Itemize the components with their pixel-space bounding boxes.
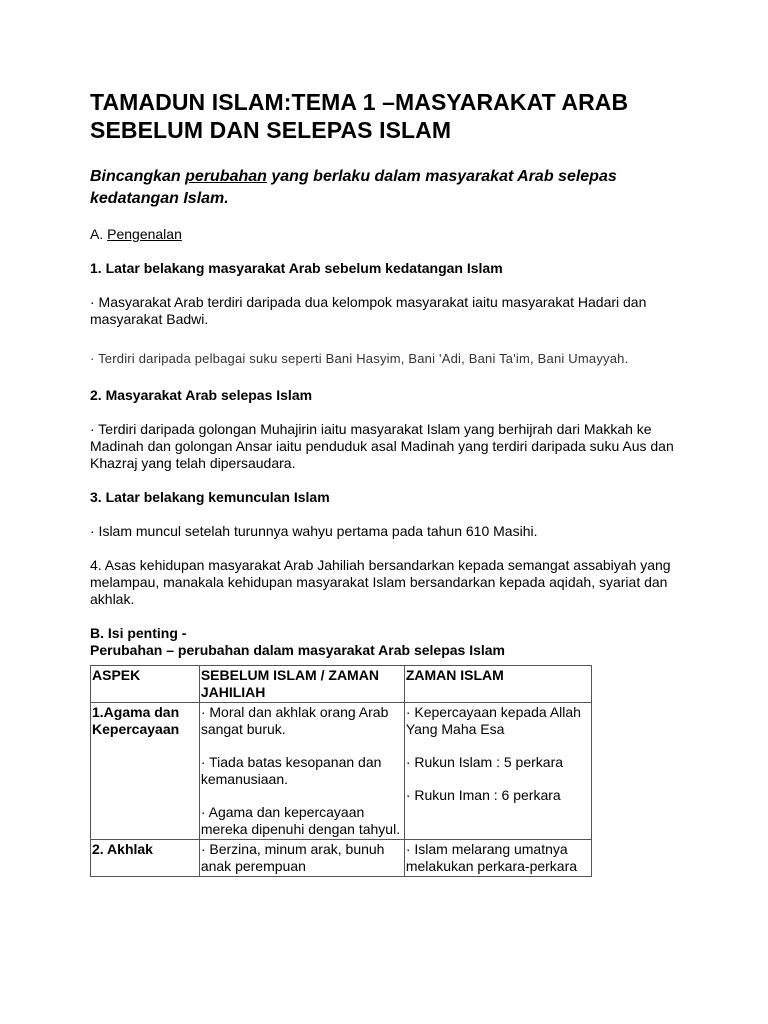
section-a-heading (90, 226, 680, 243)
section-a-prefix: A. (90, 226, 108, 242)
header-sebelum-islam: SEBELUM ISLAM / ZAMAN JAHILIAH (199, 666, 404, 703)
row-2-sebelum-item: · Berzina, minum arak, bunuh anak perempuan (200, 841, 385, 874)
essay-question (90, 166, 680, 210)
question-underlined-word: perubahan (185, 168, 267, 185)
row-1-sebelum-item: · Tiada batas kesopanan dan kemanusiaan. (200, 754, 382, 787)
question-text-after: yang berlaku dalam masyarakat Arab selepas kedatangan Islam. (90, 168, 617, 207)
question-text-before: Bincangkan (90, 168, 186, 185)
section-b-subheading: Perubahan – perubahan dalam masyarakat Arab selepas Islam (90, 642, 506, 658)
section-2-heading: 2. Masyarakat Arab selepas Islam (90, 387, 313, 403)
row-1-islam (404, 703, 591, 840)
row-2-islam (404, 840, 591, 877)
section-1-paragraph-1: · Masyarakat Arab terdiri daripada dua kelompok masyarakat iaitu masyarakat Hadari dan masyarakat Badwi. (90, 294, 647, 327)
row-2-sebelum (199, 840, 404, 877)
section-a-label: Pengenalan (107, 226, 182, 242)
section-3-heading: 3. Latar belakang kemunculan Islam (90, 489, 330, 505)
header-zaman-islam: ZAMAN ISLAM (404, 666, 591, 703)
section-1-paragraph-2: · Terdiri daripada pelbagai suku seperti Bani Hasyim, Bani 'Adi, Bani Ta'im, Bani Umayyah. (90, 351, 629, 366)
section-4-paragraph: 4. Asas kehidupan masyarakat Arab Jahiliah bersandarkan kepada semangat assabiyah yang melampau, manakala kehidupan masyarakat Islam bersandarkan kepada aqidah, syariat dan akhlak. (90, 557, 671, 607)
row-1-islam-item: · Rukun Islam : 5 perkara (405, 754, 564, 770)
row-2-islam-item: · Islam melarang umatnya melakukan perkara-perkara (405, 841, 578, 874)
row-1-islam-item: · Rukun Iman : 6 perkara (405, 787, 561, 803)
section-3-paragraph-1: · Islam muncul setelah turunnya wahyu pertama pada tahun 610 Masihi. (90, 523, 538, 539)
comparison-table (90, 665, 592, 877)
table-row (91, 703, 592, 840)
section-b-heading: B. Isi penting - (90, 625, 187, 641)
document-page (90, 88, 680, 877)
header-aspek: ASPEK (91, 666, 200, 703)
table-header-row (91, 666, 592, 703)
row-1-sebelum (199, 703, 404, 840)
row-1-sebelum-item: · Moral dan akhlak orang Arab sangat buruk. (200, 704, 389, 737)
section-2-paragraph-1: · Terdiri daripada golongan Muhajirin iaitu masyarakat Islam yang berhijrah dari Makkah ke Madinah dan golongan Ansar iaitu penduduk asal Madinah yang terdiri daripada suku Aus dan Khazraj yang telah dipersaudara. (90, 421, 674, 471)
row-1-aspek: 1.Agama dan Kepercayaan (91, 703, 200, 840)
row-2-aspek: 2. Akhlak (91, 840, 200, 877)
row-1-islam-item: · Kepercayaan kepada Allah Yang Maha Esa (405, 704, 581, 737)
table-row (91, 840, 592, 877)
row-1-sebelum-item: · Agama dan kepercayaan mereka dipenuhi dengan tahyul. (200, 804, 401, 837)
document-title: TAMADUN ISLAM:TEMA 1 –MASYARAKAT ARAB SEBELUM DAN SELEPAS ISLAM (90, 89, 629, 143)
section-1-heading: 1. Latar belakang masyarakat Arab sebelum kedatangan Islam (90, 260, 503, 276)
